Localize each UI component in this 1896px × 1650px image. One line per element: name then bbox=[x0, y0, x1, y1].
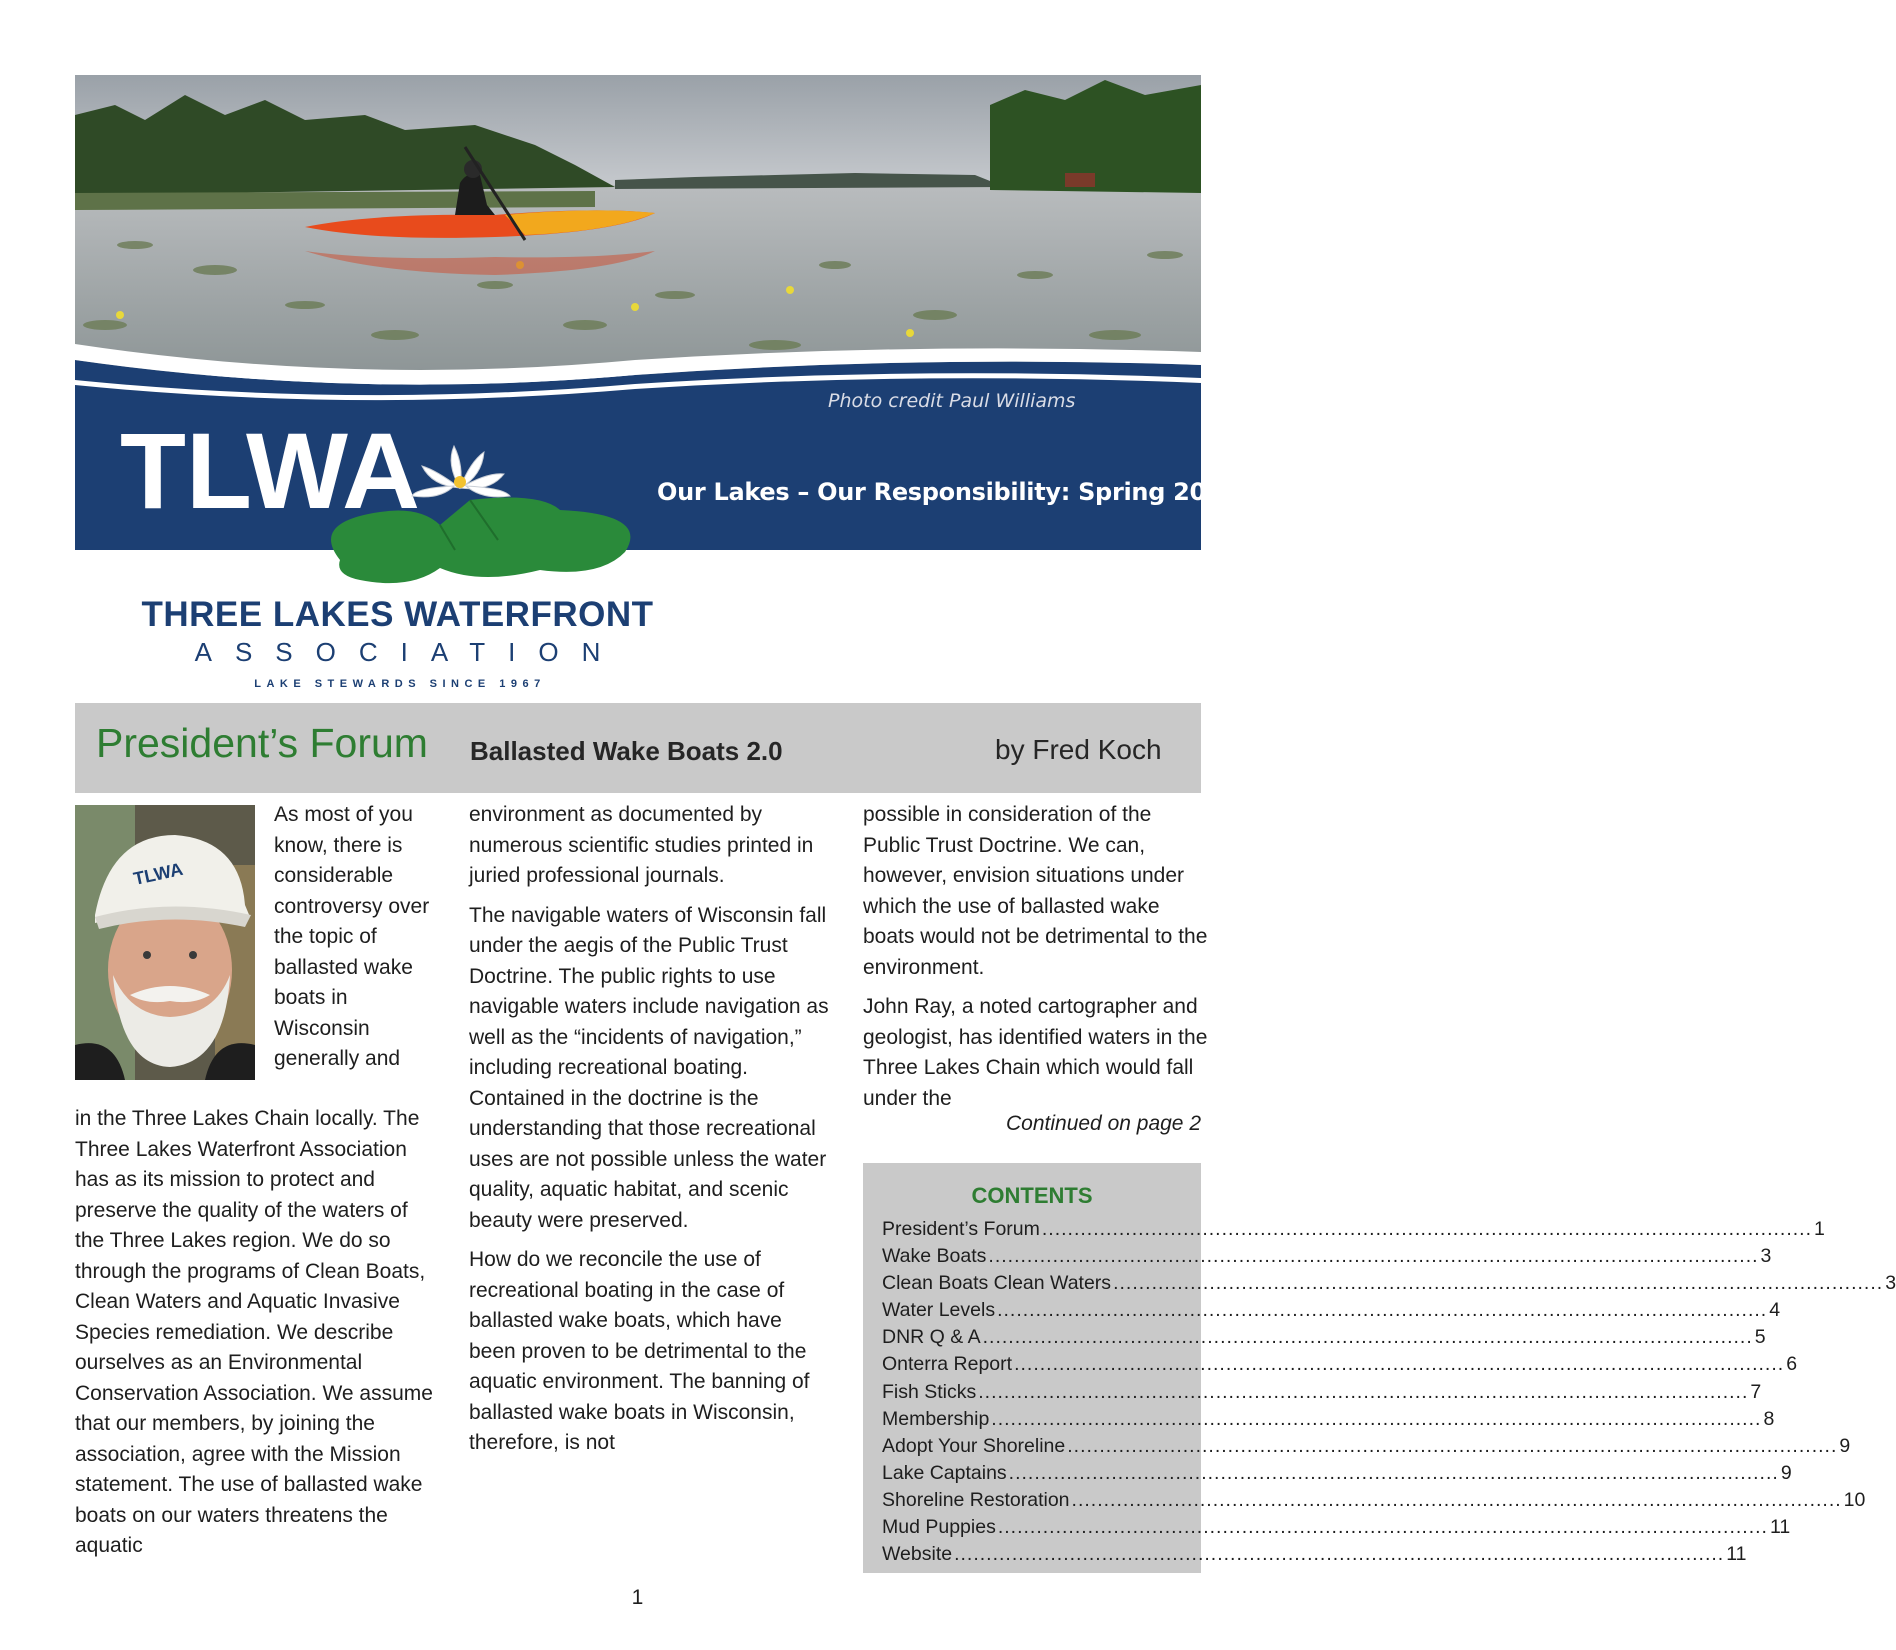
article-paragraph: environment as documented by numerous scientific studies printed in juried professional journals. bbox=[469, 803, 814, 887]
contents-title: CONTENTS bbox=[971, 1183, 1093, 1208]
contents-item-page: 6 bbox=[1786, 1353, 1798, 1376]
article-column-1 bbox=[75, 1104, 435, 1562]
article-paragraph: As most of you know, there is considerable controversy over the topic of ballasted wake boats in Wisconsin generally and bbox=[274, 803, 430, 1070]
contents-leader-dots: ........................................................................................................................ bbox=[982, 1326, 1753, 1349]
page-number: 1 bbox=[631, 1586, 644, 1609]
contents-item-page: 7 bbox=[1750, 1380, 1762, 1403]
article-column-2 bbox=[469, 800, 829, 1459]
contents-item[interactable] bbox=[882, 1353, 1798, 1380]
article-paragraph: How do we reconcile the use of recreational boating in the case of ballasted wake boats, which have been proven to be detrimental to the aquatic environment. The banning of ballasted wake boats in Wisconsin, therefore, is not bbox=[469, 1248, 810, 1454]
author-portrait bbox=[75, 805, 255, 1080]
photo-credit: Photo credit Paul Williams bbox=[828, 390, 1076, 412]
water-lily-icon bbox=[412, 446, 510, 497]
contents-leader-dots: ........................................................................................................................ bbox=[1014, 1353, 1785, 1376]
contents-item-label: Lake Captains bbox=[882, 1461, 1007, 1484]
contents-item[interactable] bbox=[882, 1380, 1762, 1408]
contents-item[interactable] bbox=[882, 1434, 1851, 1462]
contents-item-page: 9 bbox=[1780, 1461, 1792, 1484]
svg-text:TLWA: TLWA bbox=[131, 858, 185, 889]
contents-item[interactable] bbox=[882, 1516, 1791, 1543]
contents-list bbox=[882, 1218, 1896, 1570]
contents-item-page: 3 bbox=[1885, 1272, 1896, 1295]
contents-leader-dots: ........................................................................................................................ bbox=[1008, 1461, 1779, 1484]
contents-leader-dots: ........................................................................................................................ bbox=[1067, 1434, 1838, 1457]
logo-acronym: TLWA bbox=[120, 410, 420, 531]
logo-name: THREE LAKES WATERFRONT bbox=[141, 595, 654, 634]
contents-leader-dots: ........................................................................................................................ bbox=[954, 1543, 1725, 1566]
article-column-3 bbox=[863, 800, 1208, 1114]
article-column-1-wrap bbox=[274, 800, 434, 1075]
contents-leader-dots: ........................................................................................................................ bbox=[1041, 1218, 1813, 1240]
contents-item-label: Membership bbox=[882, 1407, 990, 1430]
article-paragraph: The navigable waters of Wisconsin fall under the aegis of the Public Trust Doctrine. The public rights to use navigable waters include navigation as well as the “incidents of navigation,” including recreational boating. Contained in the doctrine is the understanding that those recreational uses are not possible unless the water quality, aquatic habitat, and scenic beauty were preserved. bbox=[469, 903, 829, 1232]
article-byline: by Fred Koch bbox=[995, 734, 1162, 765]
contents-item-label: President’s Forum bbox=[882, 1218, 1040, 1240]
contents-item-label: Clean Boats Clean Waters bbox=[882, 1272, 1112, 1295]
contents-item[interactable] bbox=[882, 1543, 1747, 1570]
contents-leader-dots: ........................................................................................................................ bbox=[988, 1245, 1759, 1268]
contents-item-page: 11 bbox=[1769, 1516, 1791, 1539]
contents-item-page: 8 bbox=[1763, 1407, 1775, 1430]
contents-item[interactable] bbox=[882, 1488, 1866, 1516]
contents-item-label: Shoreline Restoration bbox=[882, 1488, 1070, 1511]
contents-item-label: Onterra Report bbox=[882, 1353, 1013, 1376]
article-paragraph: in the Three Lakes Chain locally. The Three Lakes Waterfront Association has as its mission to protect and preserve the quality of the waters of the Three Lakes region. We do so through the programs of Clean Boats, Clean Waters and Aquatic Invasive Species remediation. We describe ourselves as an Environmental Conservation Association. We assume that our members, by joining the association, agree with the Mission statement. The use of ballasted wake boats on our waters threatens the aquatic bbox=[75, 1107, 433, 1557]
contents-leader-dots: ........................................................................................................................ bbox=[991, 1407, 1762, 1430]
contents-item-label: Mud Puppies bbox=[882, 1516, 996, 1539]
contents-item[interactable] bbox=[882, 1407, 1775, 1435]
contents-item-page: 4 bbox=[1769, 1299, 1781, 1322]
contents-item-page: 10 bbox=[1843, 1488, 1866, 1511]
tlwa-logo bbox=[120, 410, 680, 600]
author-photo bbox=[75, 805, 255, 1080]
contents-leader-dots: ........................................................................................................................ bbox=[997, 1299, 1768, 1322]
contents-item[interactable] bbox=[882, 1326, 1766, 1353]
contents-item[interactable] bbox=[882, 1218, 1825, 1245]
contents-item-label: Website bbox=[882, 1543, 953, 1566]
contents-item-label: Fish Sticks bbox=[882, 1380, 977, 1403]
logo-since: LAKE STEWARDS SINCE 1967 bbox=[254, 678, 546, 690]
article-title: Ballasted Wake Boats 2.0 bbox=[470, 736, 783, 766]
contents-item[interactable] bbox=[882, 1299, 1781, 1326]
contents-item-page: 5 bbox=[1754, 1326, 1766, 1349]
contents-leader-dots: ........................................................................................................................ bbox=[997, 1516, 1768, 1539]
article-paragraph: John Ray, a noted cartographer and geologist, has identified waters in the Three Lakes Chain which would fall under the bbox=[863, 995, 1208, 1110]
contents-item-label: Wake Boats bbox=[882, 1245, 987, 1268]
contents-item-page: 11 bbox=[1726, 1543, 1747, 1566]
contents-item[interactable] bbox=[882, 1461, 1792, 1489]
article-paragraph: possible in consideration of the Public Trust Doctrine. We can, however, envision situations under which the use of ballasted wake boats would not be detrimental to the environment. bbox=[863, 803, 1208, 979]
newsletter-tagline: Our Lakes – Our Responsibility: Spring 2025 bbox=[657, 478, 1239, 506]
contents-item[interactable] bbox=[882, 1245, 1772, 1272]
contents-item-page: 3 bbox=[1760, 1245, 1772, 1268]
contents-item-label: DNR Q & A bbox=[882, 1326, 981, 1349]
contents-item-label: Water Levels bbox=[882, 1299, 996, 1322]
section-heading: President’s Forum bbox=[96, 720, 428, 766]
contents-item-page: 1 bbox=[1814, 1218, 1825, 1240]
contents-item-page: 9 bbox=[1839, 1434, 1851, 1457]
header-photo bbox=[75, 75, 1201, 375]
lake-kayak-photo bbox=[75, 75, 1201, 375]
logo-association: ASSOCIATION bbox=[194, 637, 624, 667]
contents-leader-dots: ........................................................................................................................ bbox=[1071, 1488, 1842, 1511]
contents-item[interactable] bbox=[882, 1272, 1896, 1299]
continued-link[interactable]: Continued on page 2 bbox=[1006, 1112, 1201, 1135]
contents-item-label: Adopt Your Shoreline bbox=[882, 1434, 1066, 1457]
contents-leader-dots: ........................................................................................................................ bbox=[978, 1380, 1749, 1403]
contents-leader-dots: ........................................................................................................................ bbox=[1113, 1272, 1884, 1295]
contents-box bbox=[863, 1163, 1896, 1573]
